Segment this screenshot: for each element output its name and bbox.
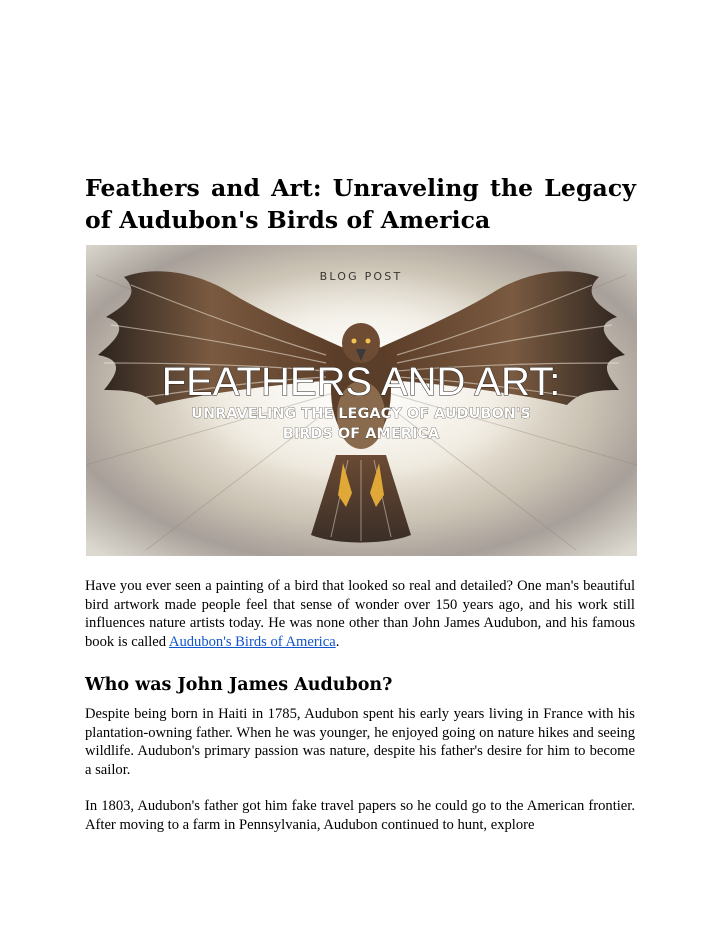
birds-of-america-link[interactable]: Audubon's Birds of America xyxy=(168,633,336,650)
section-heading: Who was John James Audubon? xyxy=(85,675,393,695)
hero-subline-2: BIRDS OF AMERICA xyxy=(282,426,440,442)
hero-subline-1: UNRAVELING THE LEGACY OF AUDUBON'S xyxy=(191,406,531,422)
hero-image xyxy=(86,245,637,556)
eagle-illustration xyxy=(86,245,637,556)
hero-kicker: BLOG POST xyxy=(319,270,403,283)
hero-headline: FEATHERS AND ART: xyxy=(161,360,561,404)
bio-paragraph-2: In 1803, Audubon's father got him fake travel papers so he could go to the American frontier. After moving to a farm in Pennsylvania, Audubon continued to hunt, explore xyxy=(85,798,635,833)
article-title: Feathers and Art: Unraveling the Legacy of Audubon's Birds of America xyxy=(85,174,636,234)
intro-text: Have you ever seen a painting of a bird that looked so real and detailed? One man's beautiful bird artwork made people feel that sense of wonder over 150 years ago, and his work still influences nature artists today. He was none other than John James Audubon, and his famous book is called xyxy=(85,578,635,650)
intro-period: . xyxy=(335,633,340,650)
bio-paragraph-1: Despite being born in Haiti in 1785, Audubon spent his early years living in France with his plantation-owning father. When he was younger, he enjoyed going on nature hikes and seeing wildlife. Audubon's primary passion was nature, despite his father's desire for him to become a sailor. xyxy=(85,706,635,778)
intro-paragraph xyxy=(85,577,635,651)
